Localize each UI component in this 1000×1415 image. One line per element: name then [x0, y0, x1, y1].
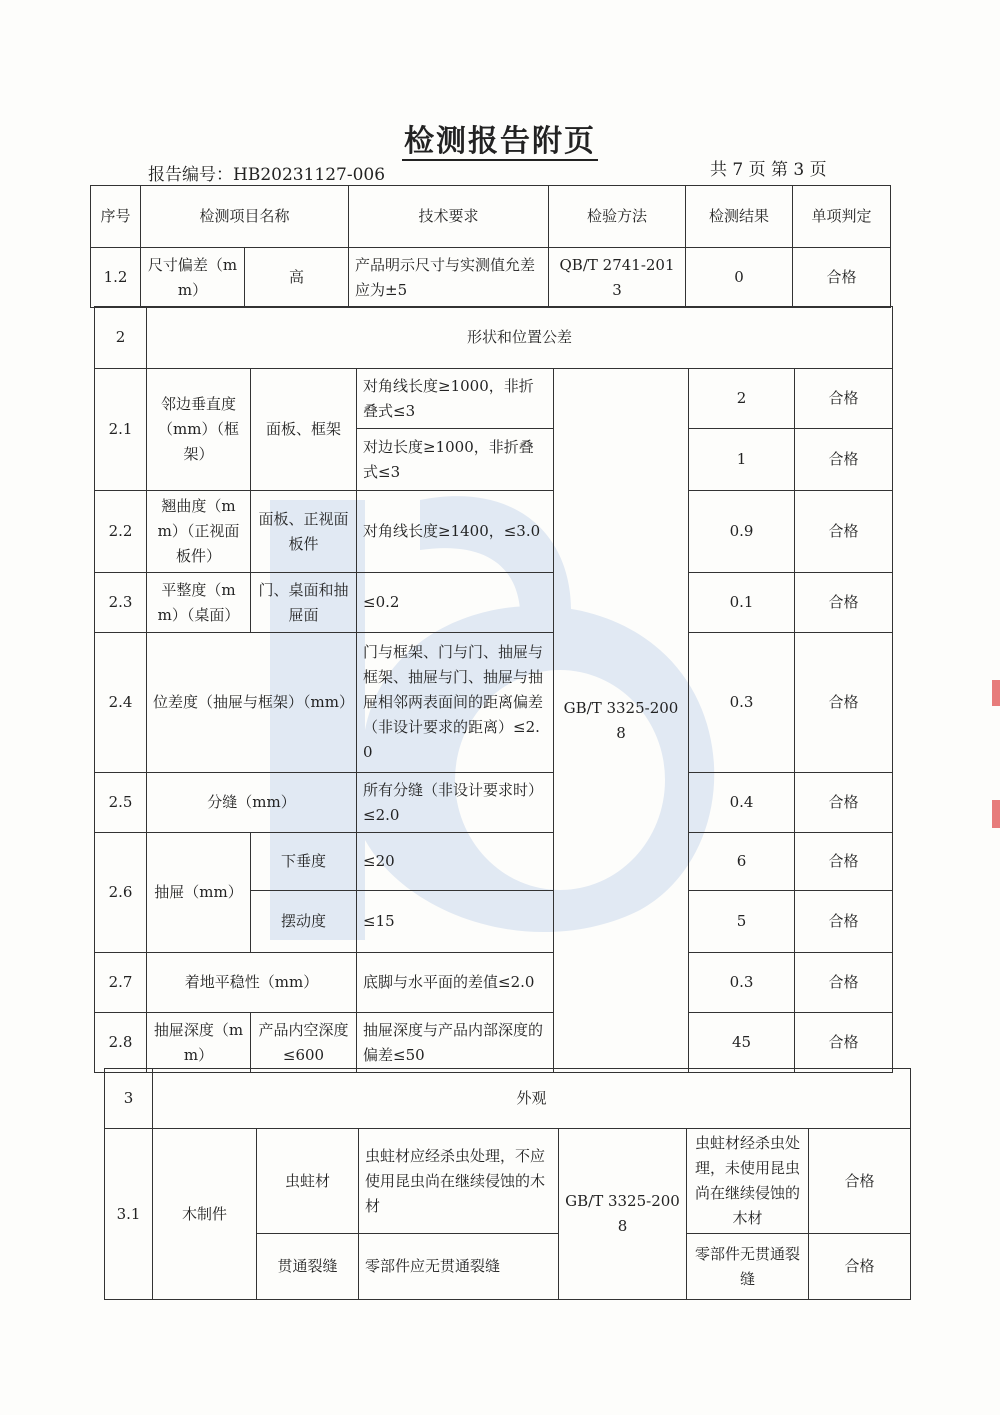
row-item: 分缝（mm）: [147, 773, 357, 833]
row-no: 2.1: [95, 369, 147, 491]
row-item: 抽屉（mm）: [147, 833, 251, 953]
row-req: 产品明示尺寸与实测值允差应为±5: [349, 248, 549, 308]
table-row: [95, 573, 893, 633]
row-judge: 合格: [795, 573, 893, 633]
row-judge: 合格: [795, 369, 893, 429]
row-no: 2.4: [95, 633, 147, 773]
row-no: 2.5: [95, 773, 147, 833]
row-req: 门与框架、门与门、抽屉与框架、抽屉与门、抽屉与抽屉相邻两表面间的距离偏差（非设计要求的距离）≤2.0: [357, 633, 554, 773]
row-req: ≤0.2: [357, 573, 554, 633]
document-title: 检测报告附页: [404, 124, 596, 159]
row-subitem: 下垂度: [251, 833, 357, 891]
section-title: 形状和位置公差: [147, 307, 893, 369]
row-method: GB/T 3325-2008: [554, 369, 689, 1073]
table-row: [91, 248, 891, 308]
row-subitem: 面板、正视面板件: [251, 491, 357, 573]
table-header-block: [90, 185, 891, 308]
table-row: [95, 953, 893, 1013]
row-result: 45: [689, 1013, 795, 1073]
row-judge: 合格: [795, 953, 893, 1013]
row-result: 0.1: [689, 573, 795, 633]
report-number: 报告编号：HB20231127-006: [148, 165, 386, 185]
row-judge: 合格: [795, 633, 893, 773]
row-item: 尺寸偏差（mm）: [141, 248, 245, 308]
header-method: 检验方法: [549, 186, 686, 248]
row-method: QB/T 2741-2013: [549, 248, 686, 308]
row-result: 2: [689, 369, 795, 429]
row-req: 对角线长度≥1400，≤3.0: [357, 491, 554, 573]
section-no: 2: [95, 307, 147, 369]
row-req: 对角线长度≥1000，非折叠式≤3: [357, 369, 554, 429]
row-req: 抽屉深度与产品内部深度的偏差≤50: [357, 1013, 554, 1073]
section-row: [105, 1069, 911, 1129]
row-judge: 合格: [795, 491, 893, 573]
row-result: 0.4: [689, 773, 795, 833]
row-result: 0.3: [689, 633, 795, 773]
row-item: 翘曲度（mm）（正视面板件）: [147, 491, 251, 573]
row-no: 2.8: [95, 1013, 147, 1073]
header-no: 序号: [91, 186, 141, 248]
row-result: 零部件无贯通裂缝: [687, 1234, 809, 1300]
row-judge: 合格: [795, 773, 893, 833]
row-judge: 合格: [795, 429, 893, 491]
section-title: 外观: [153, 1069, 911, 1129]
row-item: 平整度（mm）（桌面）: [147, 573, 251, 633]
row-subitem: 面板、框架: [251, 369, 357, 491]
row-no: 2.2: [95, 491, 147, 573]
table-row: [95, 1013, 893, 1073]
row-req: 零部件应无贯通裂缝: [359, 1234, 559, 1300]
table-header-row: [91, 186, 891, 248]
row-result: 虫蛀材经杀虫处理，未使用昆虫尚在继续侵蚀的木材: [687, 1129, 809, 1234]
row-result: 6: [689, 833, 795, 891]
row-req: ≤15: [357, 891, 554, 953]
table-row: [95, 369, 893, 429]
row-no: 2.6: [95, 833, 147, 953]
row-judge: 合格: [809, 1129, 911, 1234]
header-item: 检测项目名称: [141, 186, 349, 248]
table-section-3: [104, 1068, 911, 1300]
row-judge: 合格: [809, 1234, 911, 1300]
row-judge: 合格: [795, 1013, 893, 1073]
row-subitem: 产品内空深度≤600: [251, 1013, 357, 1073]
section-no: 3: [105, 1069, 153, 1129]
row-req: 底脚与水平面的差值≤2.0: [357, 953, 554, 1013]
row-subitem: 虫蛀材: [257, 1129, 359, 1234]
row-req: 虫蛀材应经杀虫处理，不应使用昆虫尚在继续侵蚀的木材: [359, 1129, 559, 1234]
table-row: [95, 491, 893, 573]
row-req: ≤20: [357, 833, 554, 891]
header-req: 技术要求: [349, 186, 549, 248]
row-item: 着地平稳性（mm）: [147, 953, 357, 1013]
row-subitem: 贯通裂缝: [257, 1234, 359, 1300]
row-result: 0.9: [689, 491, 795, 573]
row-req: 所有分缝（非设计要求时）≤2.0: [357, 773, 554, 833]
row-no: 3.1: [105, 1129, 153, 1300]
row-item: 木制件: [153, 1129, 257, 1300]
row-result: 0: [686, 248, 793, 308]
row-judge: 合格: [795, 891, 893, 953]
row-result: 5: [689, 891, 795, 953]
table-row: [95, 773, 893, 833]
seal-stamp-edge: [992, 800, 1000, 828]
row-item: 邻边垂直度（mm）（框架）: [147, 369, 251, 491]
row-subitem: 高: [245, 248, 349, 308]
table-section-2: [94, 306, 893, 1073]
row-item: 抽屉深度（mm）: [147, 1013, 251, 1073]
table-row: [105, 1129, 911, 1234]
row-method: GB/T 3325-2008: [559, 1129, 687, 1300]
seal-stamp-edge: [992, 680, 1000, 706]
row-result: 0.3: [689, 953, 795, 1013]
row-no: 1.2: [91, 248, 141, 308]
row-req: 对边长度≥1000，非折叠式≤3: [357, 429, 554, 491]
header-judge: 单项判定: [793, 186, 891, 248]
table-row: [95, 833, 893, 891]
row-subitem: 门、桌面和抽屉面: [251, 573, 357, 633]
row-item: 位差度（抽屉与框架）（mm）: [147, 633, 357, 773]
row-result: 1: [689, 429, 795, 491]
header-result: 检测结果: [686, 186, 793, 248]
table-row: [95, 633, 893, 773]
row-no: 2.7: [95, 953, 147, 1013]
row-no: 2.3: [95, 573, 147, 633]
row-judge: 合格: [793, 248, 891, 308]
page-info: 共 7 页 第 3 页: [710, 160, 827, 180]
section-row: [95, 307, 893, 369]
row-subitem: 摆动度: [251, 891, 357, 953]
row-judge: 合格: [795, 833, 893, 891]
